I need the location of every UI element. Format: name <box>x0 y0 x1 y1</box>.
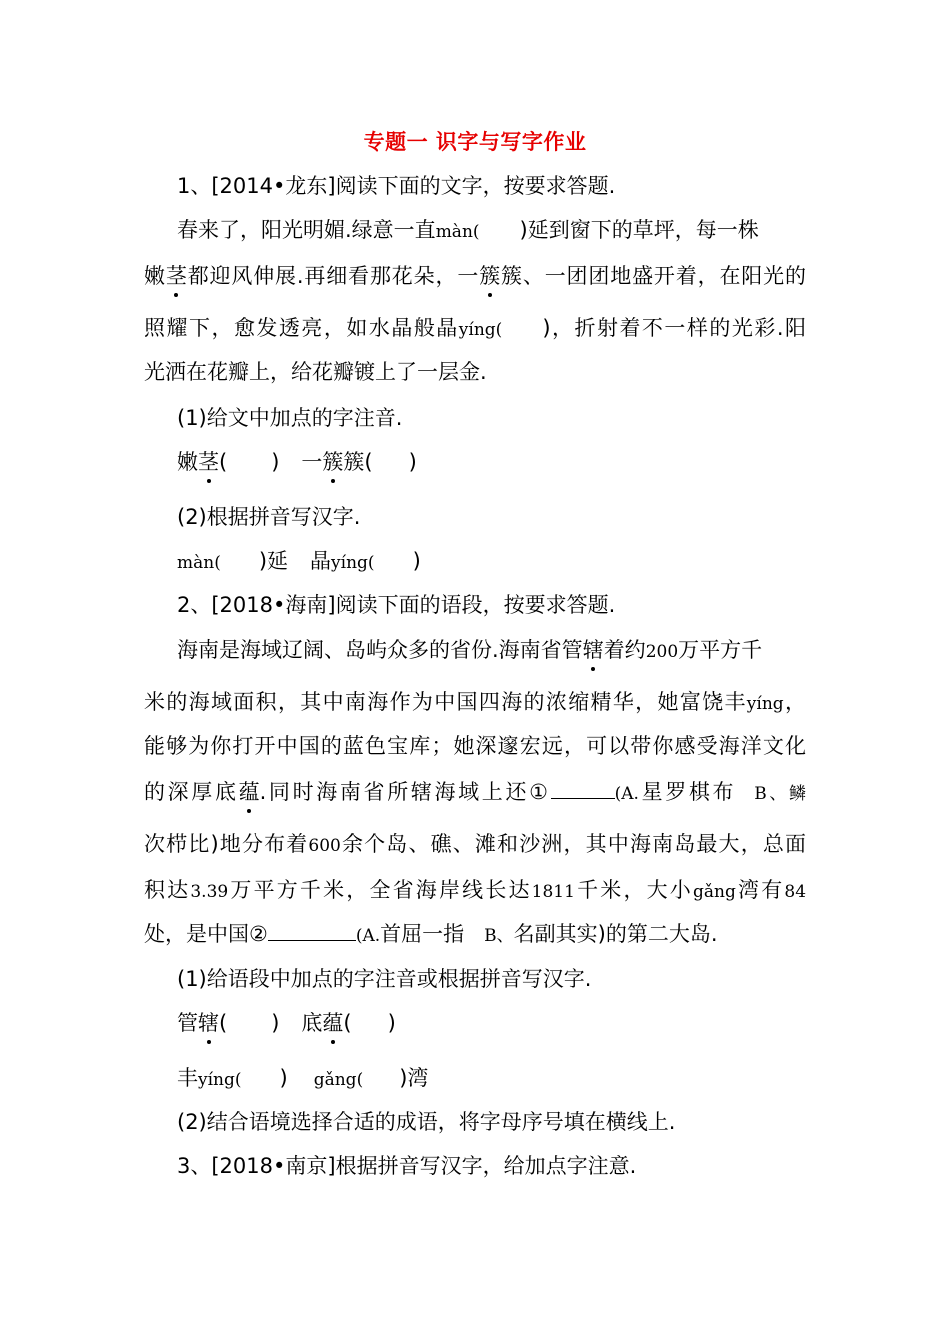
text: 照耀下，愈发透亮，如水晶般晶 <box>144 316 459 340</box>
text: ) <box>387 1011 396 1035</box>
dotted-char: 辖 <box>198 1011 219 1035</box>
text: 千米，大小 <box>574 878 693 902</box>
text: 名副其实)的第二大岛. <box>513 922 718 946</box>
text: (A. <box>614 784 639 804</box>
pinyin-ying: yíng( <box>198 1070 242 1090</box>
text: ( <box>219 1011 228 1035</box>
number: 1811 <box>531 882 575 902</box>
dotted-char: 簇 <box>322 450 344 474</box>
number: 600 <box>308 836 341 856</box>
text: ) <box>271 1011 280 1035</box>
text: 一 <box>301 450 323 474</box>
dotted-char: 簇 <box>479 264 501 288</box>
text: ( <box>343 1011 352 1035</box>
text: )，折射着不一样的光彩.阳 <box>542 316 806 340</box>
q2-heading-prefix: 2、[2018 <box>177 593 273 617</box>
q2-subquestion-1: (1)给语段中加点的字注音或根据拼音写汉字. <box>177 967 592 991</box>
text: 簇、一团团地盛开着，在阳光的 <box>500 264 806 288</box>
pinyin-ying: yíng( <box>458 320 503 340</box>
text: 处，是中国② <box>144 922 268 946</box>
text: ) <box>412 549 421 573</box>
text: 的深厚底 <box>144 780 239 804</box>
text: 底 <box>301 1011 323 1035</box>
text: 余个岛、礁、滩和沙洲，其中海南岛最大，总面 <box>340 832 806 856</box>
text: 星罗棋布 <box>638 780 737 804</box>
pinyin-man: màn( <box>177 553 221 573</box>
pinyin-ying: yíng <box>746 694 784 714</box>
q1-passage-line-3 <box>144 314 806 344</box>
text: 嫩 <box>177 450 198 474</box>
text: 首屈一指 <box>380 922 465 946</box>
q3-heading-prefix: 3、[2018 <box>177 1154 273 1178</box>
text: ) <box>279 1066 288 1090</box>
number: 84 <box>784 882 807 902</box>
text: ) <box>408 450 417 474</box>
q1-heading <box>177 172 615 200</box>
q2-passage-line-6 <box>144 876 806 906</box>
text: 万平方千米，全省海岸线长达 <box>228 878 532 902</box>
separator-dot: • <box>273 1154 286 1178</box>
q1-subquestion-1: (1)给文中加点的字注音. <box>177 406 403 430</box>
q1-heading-text: 龙东]阅读下面的文字，按要求答题. <box>285 174 616 198</box>
text: 嫩 <box>144 264 166 288</box>
text: )湾 <box>399 1066 429 1090</box>
text: 都迎风伸展.再细看那花朵，一 <box>186 264 480 288</box>
q2-heading-text: 海南]阅读下面的语段，按要求答题. <box>285 593 616 617</box>
dotted-char: 茎 <box>198 450 219 474</box>
q2-passage-line-3: 能够为你打开中国的蓝色宝库；她深邃宏远，可以带你感受海洋文化 <box>144 734 806 758</box>
separator-dot: • <box>273 174 286 198</box>
separator-dot: • <box>273 593 286 617</box>
text: ( <box>219 450 228 474</box>
dotted-char: 辖 <box>582 638 604 662</box>
text: )延 <box>258 549 289 573</box>
text: B、 <box>484 926 514 946</box>
text: .同时海南省所辖海域上还① <box>259 780 551 804</box>
text: 春来了，阳光明媚.绿意一直 <box>177 218 436 242</box>
text: 米的海域面积，其中南海作为中国四海的浓缩精华，她富饶丰 <box>144 690 747 714</box>
text: 积达 <box>144 878 191 902</box>
pinyin-gang: gǎng( <box>313 1070 364 1090</box>
q2-passage-line-7 <box>144 920 718 950</box>
q1-passage-line-2 <box>144 262 806 290</box>
pinyin-gang: gǎng <box>693 882 736 902</box>
q2-heading <box>177 591 615 619</box>
page-title: 专题一 识字与写字作业 <box>363 130 587 154</box>
text: 簇( <box>343 450 373 474</box>
q2-passage-line-1 <box>177 636 806 666</box>
q1-subquestion-2-answers <box>177 547 421 577</box>
q1-passage-line-4: 光洒在花瓣上，给花瓣镀上了一层金. <box>144 360 487 384</box>
q2-passage-line-4 <box>144 778 806 808</box>
dotted-char: 茎 <box>165 264 187 288</box>
text: 湾有 <box>735 878 785 902</box>
text: 万平方千 <box>678 638 763 662</box>
q2-subquestion-1-answers-2 <box>177 1064 428 1094</box>
q3-heading-text: 南京]根据拼音写汉字，给加点字注意. <box>285 1154 637 1178</box>
blank-line-1[interactable] <box>551 780 615 799</box>
text: 丰 <box>177 1066 198 1090</box>
text: 着约 <box>603 638 646 662</box>
text: 管 <box>177 1011 198 1035</box>
q1-heading-prefix: 1、[2014 <box>177 174 273 198</box>
q1-passage-line-1 <box>177 216 759 246</box>
blank-line-2[interactable] <box>268 922 356 941</box>
pinyin-ying: yíng( <box>331 553 375 573</box>
q2-passage-line-5 <box>144 830 806 860</box>
q1-subquestion-1-answers <box>177 448 417 476</box>
q2-subquestion-2: (2)结合语境选择合适的成语，将字母序号填在横线上. <box>177 1110 676 1134</box>
text: 次栉比)地分布着 <box>144 832 309 856</box>
q1-subquestion-2: (2)根据拼音写汉字. <box>177 505 361 529</box>
text: (A. <box>355 926 381 946</box>
text: 海南是海域辽阔、岛屿众多的省份.海南省管 <box>177 638 583 662</box>
number: 3.39 <box>190 882 229 902</box>
text: )延到窗下的草坪，每一株 <box>519 218 759 242</box>
dotted-char: 蕴 <box>322 1011 344 1035</box>
pinyin-man: màn( <box>435 222 480 242</box>
text: 晶 <box>310 549 332 573</box>
number: 200 <box>645 642 679 662</box>
q2-passage-line-2 <box>144 688 806 718</box>
text: ) <box>271 450 280 474</box>
text: ， <box>783 690 806 714</box>
q3-heading <box>177 1152 636 1180</box>
dotted-char: 蕴 <box>238 780 260 804</box>
text: B、鳞 <box>754 784 806 804</box>
q2-subquestion-1-answers <box>177 1009 396 1037</box>
